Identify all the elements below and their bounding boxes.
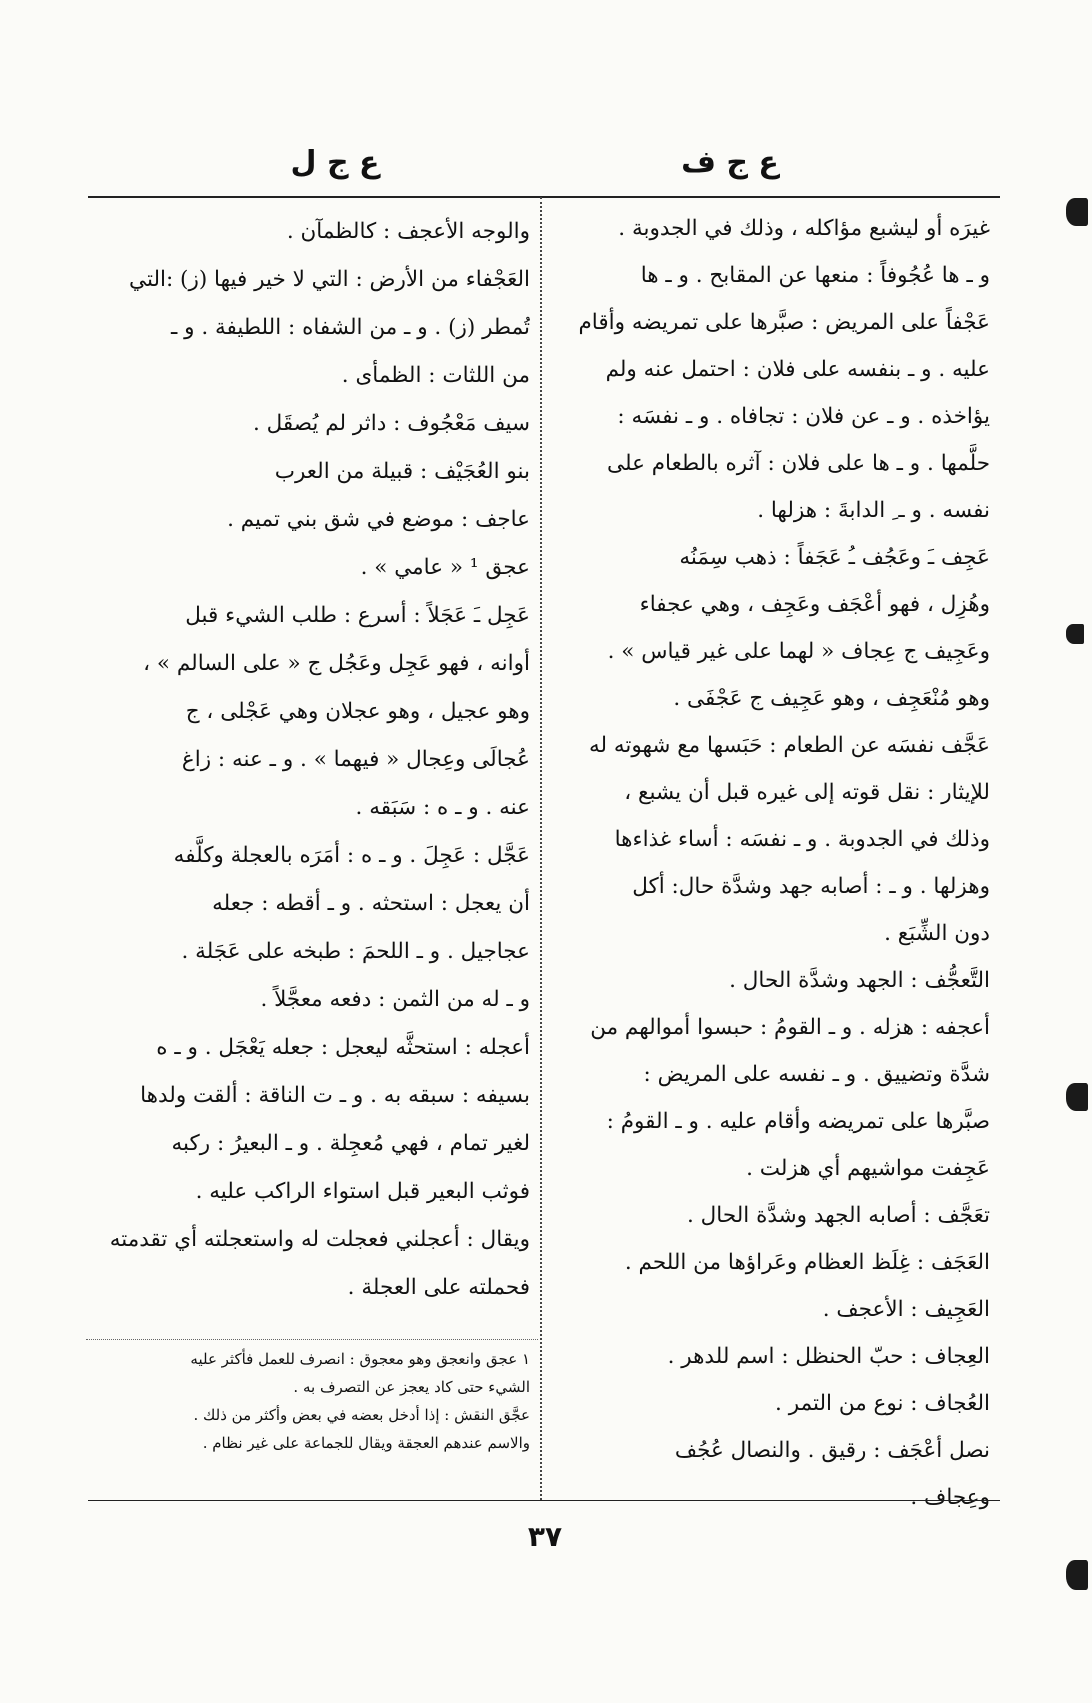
left-column-line: تُمطر (ز) . و ـ من الشفاه : اللطيفة . و ـ	[171, 315, 530, 340]
left-column-line: عاجف : موضع في شق بني تميم .	[227, 507, 530, 532]
top-rule	[88, 196, 1000, 198]
left-column-line: من اللثات : الظمأى .	[341, 363, 530, 388]
left-column-line: عنه . و ـ ه : سَبَقه .	[355, 795, 530, 820]
right-column-line: وعَجِيف ج عِجاف « لهما على غير قياس » .	[607, 639, 990, 664]
footnote-rule	[86, 1339, 538, 1340]
right-column	[550, 205, 990, 1521]
bottom-rule	[88, 1500, 1000, 1501]
left-column-line: فوثب البعير قبل استواء الراكب عليه .	[195, 1179, 530, 1204]
right-column-line: العَجَف : غِلَظ العظام وعَراؤها من اللحم .	[624, 1250, 990, 1275]
left-column-line: وهو عجيل ، وهو عجلان وهي عَجْلى ، ج	[185, 699, 530, 724]
right-column-line: شدَّة وتضييق . و ـ نفسه على المريض :	[643, 1062, 990, 1087]
left-column-line: أوانه ، فهو عَجِل وعَجُل ج « على السالم » ،	[143, 651, 530, 676]
left-column-line: فحملته على العجلة .	[347, 1275, 530, 1300]
right-column-line: عَجِف ـَ وعَجُف ـُ عَجَفاً : ذهب سِمَنُه	[679, 545, 990, 570]
page-edge-mark	[1066, 198, 1088, 226]
footnotes	[90, 1345, 530, 1457]
left-column-line: ويقال : أعجلني فعجلت له واستعجلته أي تقدمته	[109, 1227, 530, 1252]
left-column-line: والوجه الأعجف : كالظمآن .	[286, 219, 530, 244]
right-column-line: للإيثار : نقل قوته إلى غيره قبل أن يشبع ،	[624, 780, 990, 805]
right-column-line: حلَّمها . و ـ ها على فلان : آثره بالطعام على	[607, 451, 990, 476]
right-column-line: و ـ ها عُجُوفاً : منعها عن المقابح . و ـ ها	[640, 263, 990, 288]
right-column-line: عَجْفاً على المريض : صبَّرها على تمريضه وأقام	[578, 310, 990, 335]
right-column-line: وهو مُنْعَجِف ، وهو عَجِيف ج عَجْفَى .	[673, 686, 990, 711]
footnotes-line: والاسم عندهم العجقة ويقال للجماعة على غير نظام .	[202, 1434, 530, 1452]
right-column-line: وهُزِل ، فهو أعْجَف وعَجِف ، وهي عجفاء	[639, 592, 990, 617]
left-column-line: عَجَّل : عَجِلَ . و ـ ه : أمَرَه بالعجلة وكلَّفه	[173, 843, 530, 868]
right-column-line: أعجفه : هزله . و ـ القومُ : حبسوا أموالهم من	[590, 1015, 990, 1040]
left-column-line: و ـ له من الثمن : دفعه معجَّلاً .	[260, 987, 530, 1012]
header-root-left: ع ج ل	[290, 145, 380, 180]
right-column-line: وعِجاف .	[910, 1485, 990, 1510]
right-column-line: تعَجَّف : أصابه الجهد وشدَّة الحال .	[687, 1203, 990, 1228]
left-column-line: عَجِل ـَ عَجَلاً : أسرع : طلب الشيء قبل	[185, 603, 530, 628]
right-column-line: نصل أعْجَف : رقيق . والنصال عُجُف	[674, 1438, 990, 1463]
left-column-line: بسيفه : سبقه به . و ـ ت الناقة : ألقت ولدها	[140, 1083, 530, 1108]
right-column-line: نفسه . و ـ ِ الدابةَ : هزلها .	[757, 498, 990, 523]
left-column-line: بنو العُجَيْف : قبيلة من العرب	[274, 459, 530, 484]
footnotes-line: الشيء حتى كاد يعجز عن التصرف به .	[293, 1378, 530, 1396]
left-column-line: أعجله : استحثَّه ليعجل : جعله يَعْجَل . و ـ ه	[156, 1035, 530, 1060]
page-edge-mark	[1066, 1083, 1088, 1111]
right-column-line: صبَّرها على تمريضه وأقام عليه . و ـ القومُ :	[606, 1109, 990, 1134]
right-column-line: وهزلها . و ـ : أصابه جهد وشدَّة حال: أكل	[632, 874, 990, 899]
footnotes-line: ١ عجق وانعجق وهو معجوق : انصرف للعمل فأكثر عليه	[190, 1350, 530, 1368]
column-divider	[540, 197, 542, 1500]
right-column-line: دون الشِّبَع .	[884, 921, 990, 946]
left-column-line: أن يعجل : استحثه . و ـ أقطه : جعله	[212, 891, 530, 916]
right-column-line: عَجِفت مواشيهم أي هزلت .	[746, 1156, 990, 1181]
left-column-line: العَجْفاء من الأرض : التي لا خير فيها (ز) :التي	[129, 267, 530, 292]
left-column-line: لغير تمام ، فهي مُعجِلة . و ـ البعيرُ : ركبه	[171, 1131, 530, 1156]
left-column-line: عُجالَى وعِجال « فيهما » . و ـ عنه : زاغ	[181, 747, 530, 772]
right-column-line: التَّعجُّف : الجهد وشدَّة الحال .	[729, 968, 990, 993]
page-edge-mark	[1066, 624, 1084, 644]
right-column-line: عَجَّف نفسَه عن الطعام : حَبَسها مع شهوته له	[588, 733, 990, 758]
right-column-line: وذلك في الجدوبة . و ـ نفسَه : أساء غذاءها	[614, 827, 990, 852]
left-column	[95, 208, 530, 1312]
header-root-right: ع ج ف	[681, 145, 779, 180]
right-column-line: العُجاف : نوع من التمر .	[775, 1391, 990, 1416]
right-column-line: العِجاف : حبّ الحنظل : اسم للدهر .	[667, 1344, 990, 1369]
right-column-line: العَجِيف : الأعجف .	[822, 1297, 990, 1322]
right-column-line: غيرَه أو ليشبع مؤاكله ، وذلك في الجدوبة .	[618, 216, 990, 241]
page-number: ٣٧	[527, 1520, 563, 1553]
page-edge-mark	[1066, 1560, 1088, 1590]
left-column-line: سيف مَعْجُوف : داثر لم يُصقَل .	[252, 411, 530, 436]
left-column-line: عجاجيل . و ـ اللحمَ : طبخه على عَجَلة .	[181, 939, 530, 964]
left-column-line: عجق ¹ « عامي » .	[360, 555, 530, 580]
right-column-line: يؤاخذه . و ـ عن فلان : تجافاه . و ـ نفسَه :	[617, 404, 990, 429]
footnotes-line: عجَّق النقش : إذا أدخل بعضه في بعض وأكثر من ذلك .	[193, 1406, 530, 1424]
right-column-line: عليه . و ـ بنفسه على فلان : احتمل عنه ولم	[605, 357, 990, 382]
